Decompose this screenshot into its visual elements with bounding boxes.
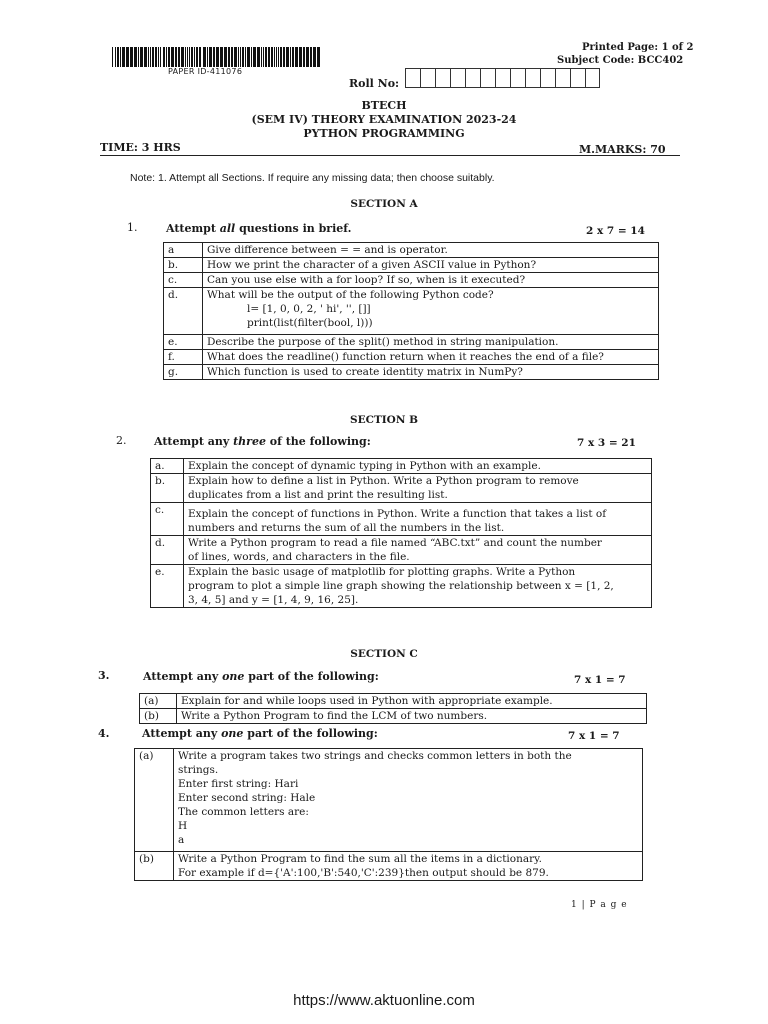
item-label: f. (164, 350, 203, 365)
table-row (164, 243, 659, 258)
section-a-title: SECTION A (350, 198, 418, 210)
q4-instruction: Attempt any one part of the following: (142, 727, 378, 740)
item-label: e. (151, 565, 184, 608)
roll-box (435, 68, 450, 88)
roll-box (405, 68, 420, 88)
item-label: (a) (140, 694, 177, 709)
section-b-table (150, 458, 652, 608)
subject-title: PYTHON PROGRAMMING (303, 127, 465, 140)
item-label: (b) (140, 709, 177, 724)
q1-number: 1. (127, 221, 138, 234)
q3-number: 3. (98, 669, 110, 682)
roll-box (420, 68, 435, 88)
degree: BTECH (361, 99, 407, 112)
max-marks: M.MARKS: 70 (579, 143, 666, 156)
section-a-table (163, 242, 659, 380)
table-row (164, 335, 659, 350)
item-text: What will be the output of the following Python code? l= [1, 0, 0, 2, ' hi', '', []] print(list(filter(bool, l))) (203, 288, 659, 335)
item-text: Explain the concept of dynamic typing in Python with an example. (184, 459, 652, 474)
page-number: 1 | P a g e (571, 900, 628, 910)
item-text: Which function is used to create identity matrix in NumPy? (203, 365, 659, 380)
item-label: c. (164, 273, 203, 288)
q2-instruction: Attempt any three of the following: (154, 435, 371, 448)
item-text: Write a program takes two strings and checks common letters in both the strings. Enter first string: Hari Enter second string: Hale The common letters are: H a (174, 749, 643, 852)
printed-page: Printed Page: 1 of 2 (582, 42, 694, 53)
item-label: b. (164, 258, 203, 273)
q3-marks: 7 x 1 = 7 (574, 674, 626, 686)
header-rule (100, 155, 680, 156)
item-text: Can you use else with a for loop? If so, when is it executed? (203, 273, 659, 288)
code-line: print(list(filter(bool, l))) (247, 317, 373, 329)
roll-box (480, 68, 495, 88)
item-text: Give difference between = = and is operator. (203, 243, 659, 258)
q3-table (139, 693, 647, 724)
item-label: (b) (135, 852, 174, 881)
exam-title: (SEM IV) THEORY EXAMINATION 2023-24 (251, 113, 517, 126)
barcode (112, 47, 320, 67)
table-row (135, 852, 643, 881)
table-row (164, 258, 659, 273)
roll-label: Roll No: (349, 77, 400, 90)
item-text: Write a Python program to read a file named “ABC.txt” and count the number of lines, words, and characters in the file. (184, 536, 652, 565)
item-text: What does the readline() function return when it reaches the end of a file? (203, 350, 659, 365)
item-text: Describe the purpose of the split() method in string manipulation. (203, 335, 659, 350)
time-label: TIME: 3 HRS (100, 141, 181, 154)
roll-box (450, 68, 465, 88)
paper-id: PAPER ID-411076 (168, 67, 243, 76)
table-row (151, 536, 652, 565)
item-label: d. (151, 536, 184, 565)
table-row (140, 694, 647, 709)
item-label: e. (164, 335, 203, 350)
table-row (151, 503, 652, 536)
roll-box (510, 68, 525, 88)
code-line: l= [1, 0, 0, 2, ' hi', '', []] (247, 303, 371, 315)
note: Note: 1. Attempt all Sections. If require any missing data; then choose suitably. (130, 172, 495, 184)
q4-table (134, 748, 643, 881)
table-row (164, 365, 659, 380)
q2-number: 2. (116, 434, 127, 447)
table-row (151, 474, 652, 503)
item-text: Explain the basic usage of matplotlib for plotting graphs. Write a Python program to plot a simple line graph showing the relationship between x = [1, 2, 3, 4, 5] and y = [1, 4, 9, 16, 25]. (184, 565, 652, 608)
q4-marks: 7 x 1 = 7 (568, 730, 620, 742)
table-row (164, 350, 659, 365)
subject-code: Subject Code: BCC402 (557, 55, 684, 66)
roll-box (555, 68, 570, 88)
section-b-title: SECTION B (350, 414, 418, 426)
section-c-title: SECTION C (350, 648, 418, 660)
table-row (151, 565, 652, 608)
item-label: b. (151, 474, 184, 503)
q1-marks: 2 x 7 = 14 (586, 225, 645, 237)
roll-box (525, 68, 540, 88)
item-text: Explain how to define a list in Python. Write a Python program to remove duplicates from a list and print the resulting list. (184, 474, 652, 503)
item-text: Write a Python Program to find the LCM of two numbers. (177, 709, 647, 724)
item-text: How we print the character of a given ASCII value in Python? (203, 258, 659, 273)
table-row (140, 709, 647, 724)
footer-url[interactable]: https://www.aktuonline.com (293, 992, 475, 1009)
item-text: Explain the concept of functions in Python. Write a function that takes a list of numbers and returns the sum of all the numbers in the list. (184, 503, 652, 536)
item-label: g. (164, 365, 203, 380)
item-text: Write a Python Program to find the sum all the items in a dictionary. For example if d={'A':100,'B':540,'C':239}then output should be 879. (174, 852, 643, 881)
item-label: a. (151, 459, 184, 474)
table-row (164, 273, 659, 288)
table-row (164, 288, 659, 335)
q3-instruction: Attempt any one part of the following: (143, 670, 379, 683)
table-row (135, 749, 643, 852)
table-row (151, 459, 652, 474)
q1-instruction: Attempt all questions in brief. (166, 222, 352, 235)
roll-box (465, 68, 480, 88)
item-label: (a) (135, 749, 174, 852)
roll-box (540, 68, 555, 88)
item-text: Explain for and while loops used in Python with appropriate example. (177, 694, 647, 709)
roll-number-boxes (405, 68, 600, 88)
roll-box (495, 68, 510, 88)
item-label: c. (151, 503, 184, 536)
item-label: d. (164, 288, 203, 335)
roll-box (570, 68, 585, 88)
roll-box (585, 68, 600, 88)
q2-marks: 7 x 3 = 21 (577, 437, 636, 449)
q4-number: 4. (98, 727, 110, 740)
item-label: a (164, 243, 203, 258)
